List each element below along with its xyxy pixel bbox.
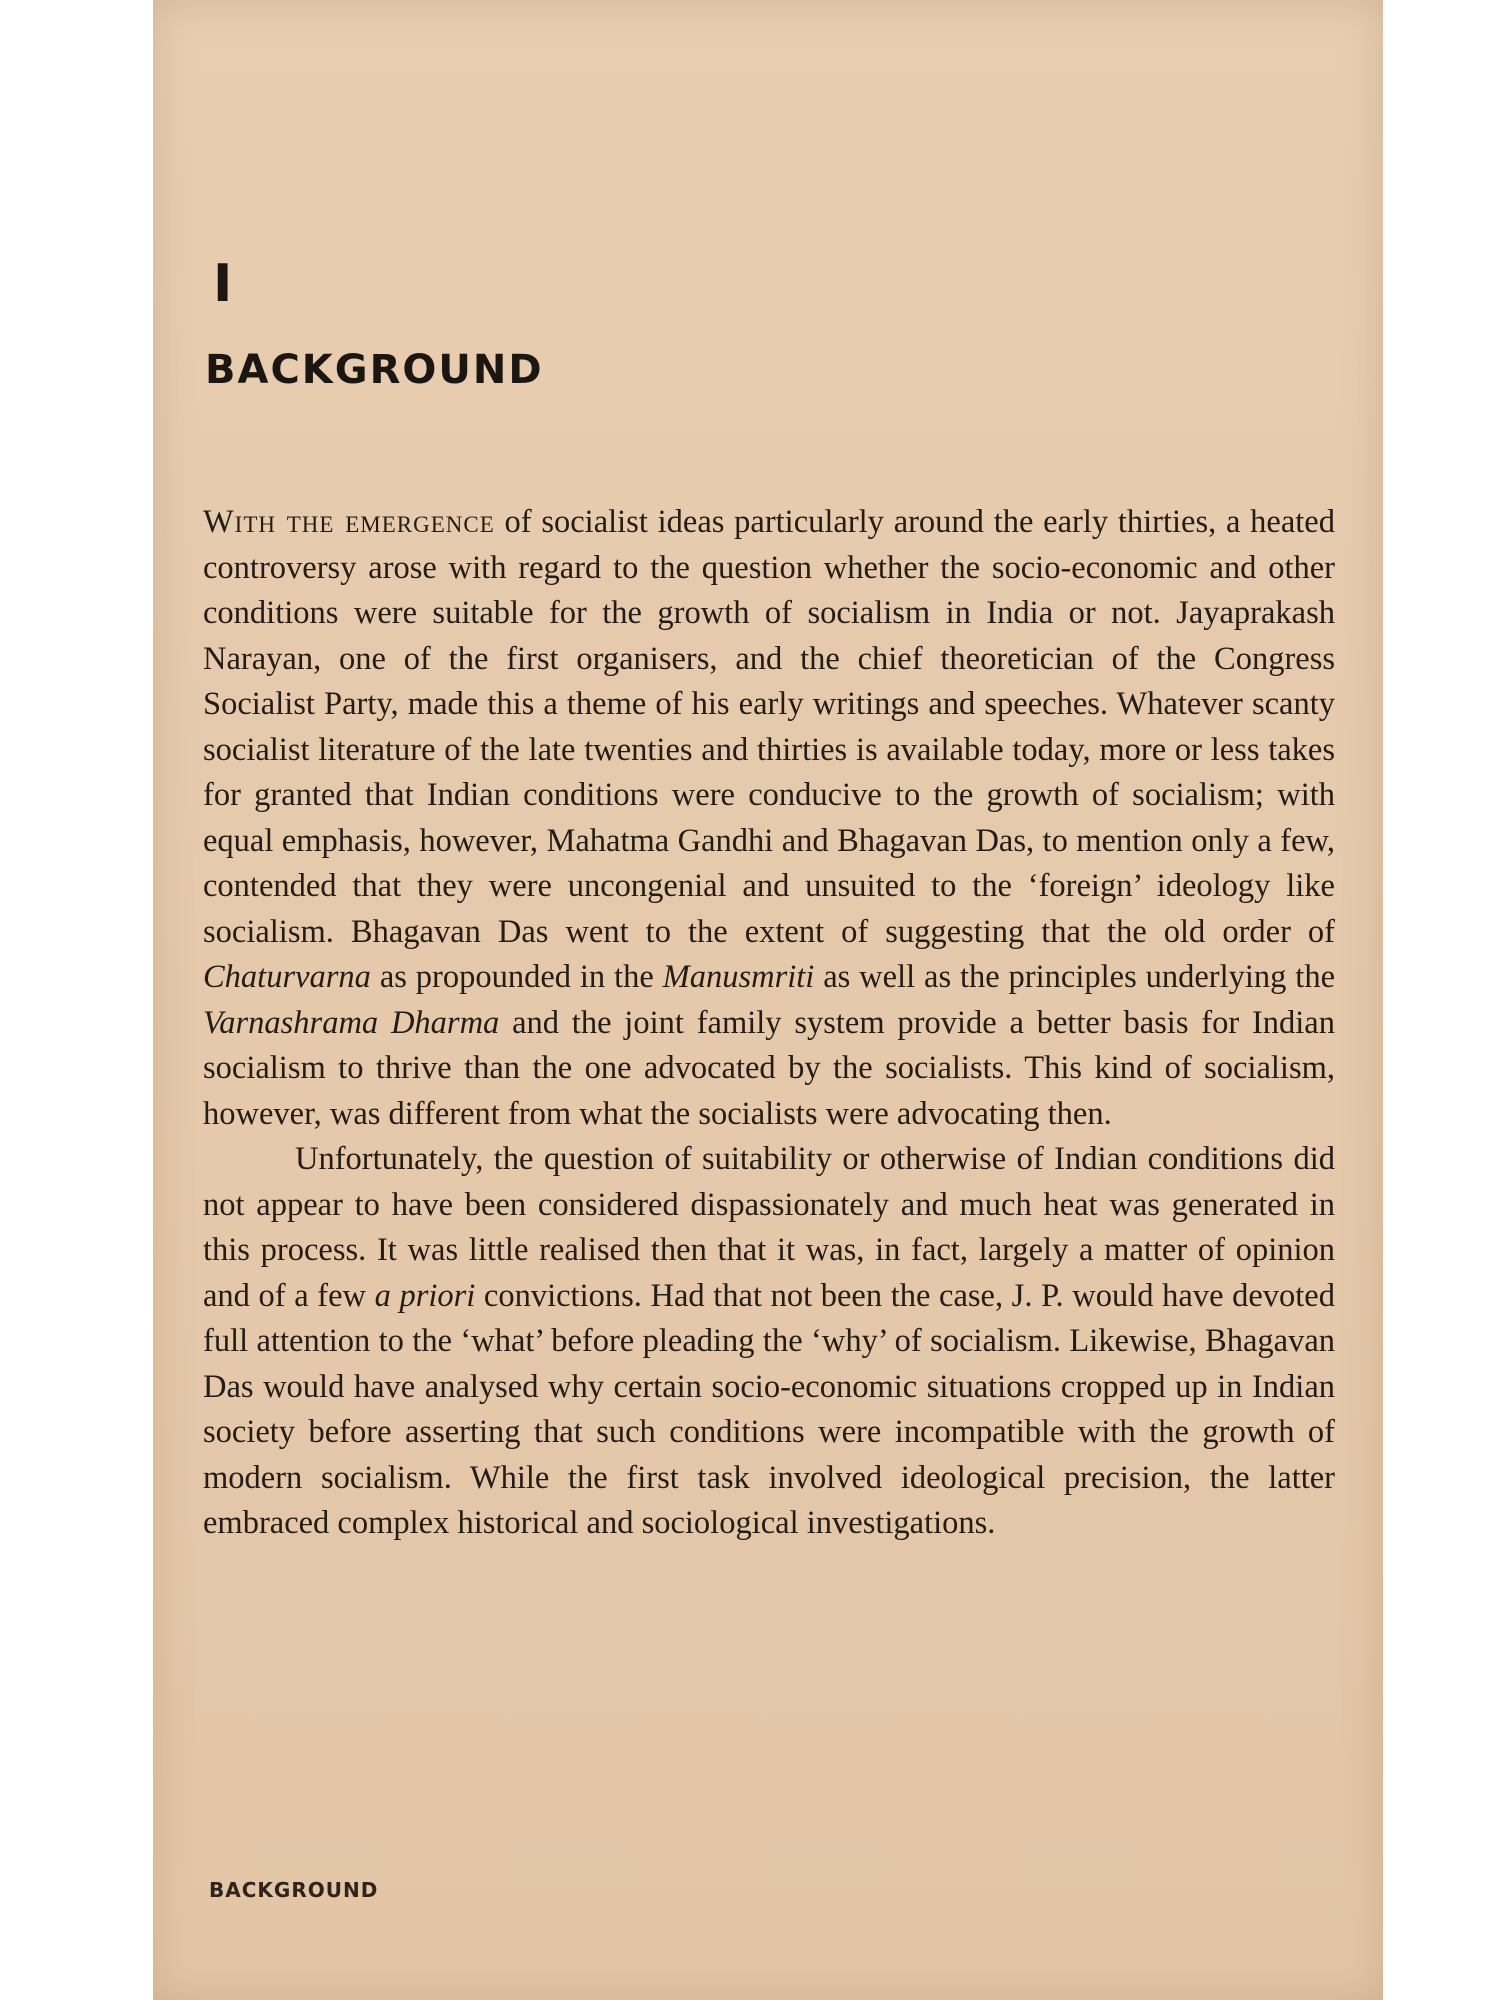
- paragraph-2-text-a: Unfortunately, the question of suitability or otherwise of Indian conditions did not appear to have been considered dispassionately and much heat was generated in this process. It was little realised then that it was, in fact, largely a matter of opinion and of a few: [203, 1141, 1335, 1314]
- paragraph-1-text-c: as well as the principles underlying the: [814, 959, 1335, 995]
- paragraph-1-text-d: and the joint family system provide a better basis for Indian socialism to thrive than the one advocated by the socialists. This kind of socialism, however, was different from what the socialists were advocating then.: [203, 1004, 1335, 1132]
- running-footer: BACKGROUND: [209, 1878, 379, 1902]
- term-manusmriti: Manusmriti: [662, 959, 815, 995]
- term-varnashrama-dharma: Varnashrama Dharma: [203, 1004, 500, 1041]
- paragraph-2: [203, 1137, 1335, 1547]
- term-a-priori: a priori: [374, 1277, 476, 1314]
- paragraph-lead-smallcaps: With the emergence: [203, 504, 495, 540]
- chapter-title: BACKGROUND: [205, 347, 544, 393]
- book-page: [153, 0, 1383, 2000]
- term-chaturvarna: Chaturvarna: [203, 959, 371, 995]
- chapter-number: I: [213, 254, 233, 314]
- body-text: [203, 500, 1335, 1547]
- paragraph-1-text-b: as propounded in the: [370, 959, 663, 995]
- paragraph-2-text-b: convictions. Had that not been the case, J. P. would have devoted full attention to the ‘what’ before pleading the ‘why’ of socialism. Likewise, Bhagavan Das would have analysed why certain socio-economic situations cropped up in Indian society before asserting that such conditions were incompatible with the growth of modern socialism. While the first task involved ideological precision, the latter embraced complex historical and sociological investigations.: [203, 1277, 1335, 1541]
- paragraph-1-text-a: of socialist ideas particularly around the early thirties, a heated controversy arose with regard to the question whether the socio-economic and other conditions were suitable for the growth of socialism in India or not. Jayaprakash Narayan, one of the first organisers, and the chief theoretician of the Congress Socialist Party, made this a theme of his early writings and speeches. Whatever scanty socialist literature of the late twenties and thirties is available today, more or less takes for granted that Indian conditions were conducive to the growth of socialism; with equal emphasis, however, Mahatma Gandhi and Bhagavan Das, to mention only a few, contended that they were uncongenial and unsuited to the ‘foreign’ ideology like socialism. Bhagavan Das went to the extent of suggesting that the old order of: [203, 504, 1335, 950]
- paragraph-1: [203, 500, 1335, 1137]
